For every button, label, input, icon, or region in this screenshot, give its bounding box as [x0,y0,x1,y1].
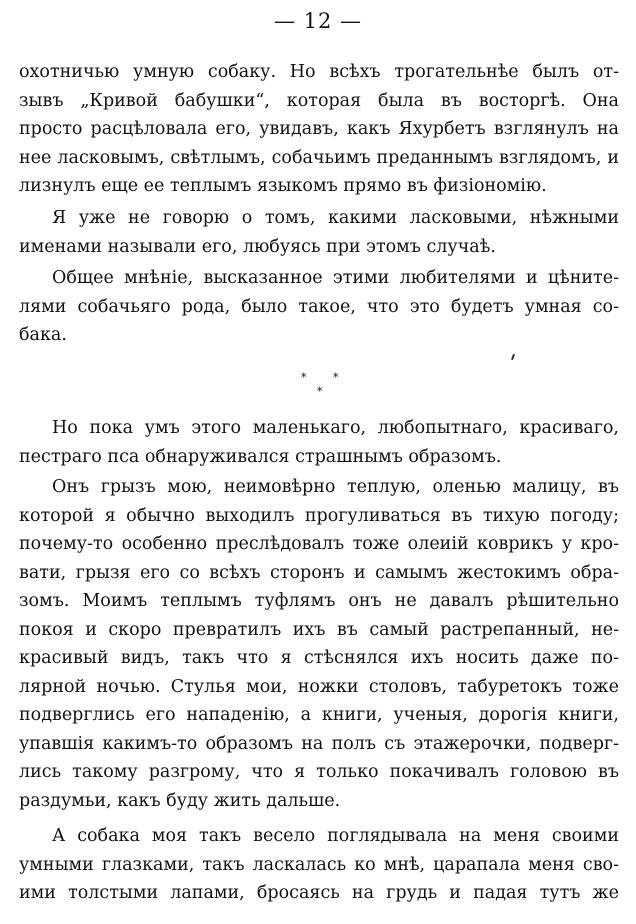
text-line: А собака моя такъ весело поглядывала на меня своими [52,826,619,846]
text-line: пестраго пса обнаруживался страшнымъ образомъ. [19,446,502,467]
paragraph-3 [19,264,619,350]
text-line: упавшія какимъ-то образомъ на полъ съ этажерочки, подверг- [19,733,619,754]
asterisk-mark: * [333,371,339,384]
text-line: почему-то особенно преслѣдовалъ тоже олеиій коврикъ у кро- [19,534,619,554]
text-line: лизнулъ еще ее теплымъ языкомъ прямо въ физіономію. [19,176,547,196]
text-line: именами называли его, любуясь при этомъ случаѣ. [19,236,496,257]
text-line: лись такому разгрому, что я только покачивалъ головою въ [19,762,619,782]
section-separator [298,368,346,402]
text-line: зомъ. Моимъ теплымъ туфлямъ онъ не давалъ рѣшительно [19,591,619,611]
text-line: нее ласковымъ, свѣтлымъ, собачьимъ преданнымъ взглядомъ, и [19,147,619,168]
text-line: Но пока умъ этого маленькаго, любопытнаго, красиваго, [52,418,619,438]
text-line: лями собачьяго рода, было такое, что это будетъ умная со- [19,296,619,317]
text-line: которой я обычно выходилъ прогуливаться въ тихую погоду; [19,505,619,526]
text-line: ими толстыми лапами, бросаясь на грудь и падая тутъ же [19,883,619,903]
text-line: умными глазками, такъ ласкалась ко мнѣ, царапала меня сво- [19,854,619,875]
print-speck [511,354,515,360]
text-line: вати, грызя его со всѣхъ сторонъ и самымъ жестокимъ обра- [19,562,619,583]
text-line: Я уже не говорю о томъ, какими ласковыми, нѣжными [52,208,619,228]
text-line: Онъ грызъ мою, неимовѣрно теплую, оленью малицу, въ [52,477,619,497]
text-line: Общее мнѣніе, высказанное этими любителями и цѣните- [52,268,619,288]
text-line: раздумьи, какъ буду жить дальше. [19,790,341,811]
text-line: покоя и скоро превратилъ ихъ въ самый растрепанный, не- [19,619,619,640]
text-line: охотничью умную собаку. Но всѣхъ трогательнѣе былъ от- [19,62,619,82]
text-line: подверглись его нападенію, а книги, ученыя, дорогія книги, [19,705,619,725]
asterisk-mark: * [301,371,307,384]
text-line: зывъ „Кривой бабушки“, которая была въ восторгѣ. Она [19,90,619,111]
paragraph-1 [19,58,619,201]
text-line: просто расцѣловала его, увидавъ, какъ Яхурбетъ взглянулъ на [19,119,619,139]
paragraph-4 [19,414,619,471]
asterisk-mark: * [317,385,323,398]
paragraph-5 [19,473,619,815]
paragraph-2 [19,204,619,261]
text-line: красивый видъ, такъ что я стѣснялся ихъ носить даже по- [19,648,619,668]
text-line: лярной ночью. Стулья мои, ножки столовъ, табуретокъ тоже [19,676,619,697]
page-number: — 12 — [273,9,363,33]
paragraph-6 [19,822,619,908]
text-line: бака. [19,325,67,345]
